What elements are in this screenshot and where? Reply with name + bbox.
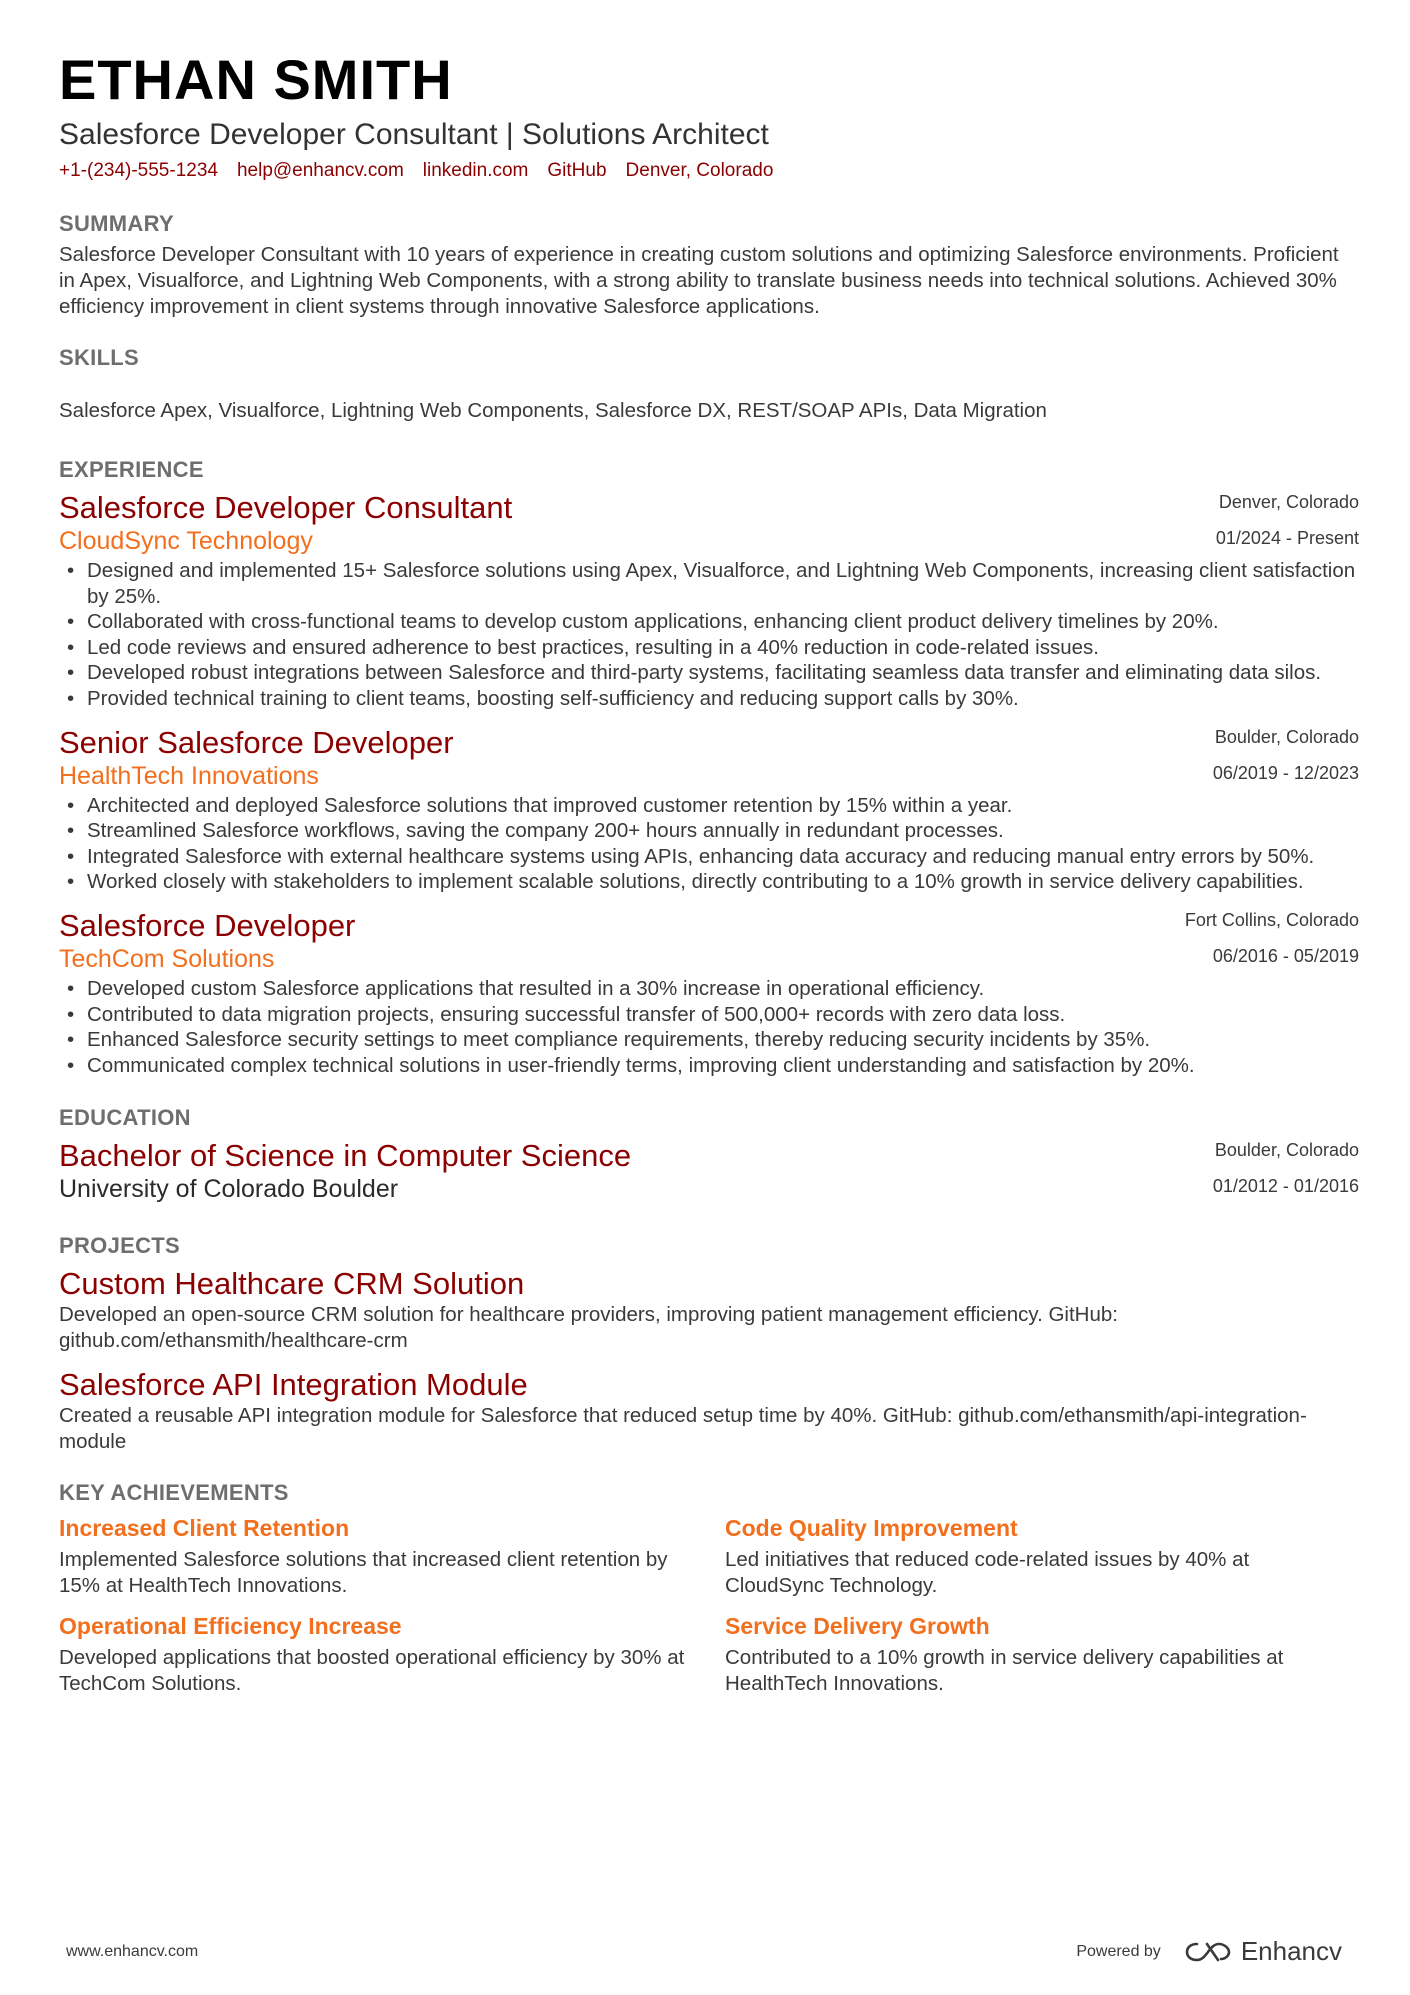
achievement-description: Developed applications that boosted operational efficiency by 30% at TechCom Solutions.	[59, 1646, 685, 1696]
brand-name: Enhancv	[1240, 1936, 1342, 1966]
project-title: Salesforce API Integration Module	[59, 1367, 528, 1403]
job-bullets	[59, 793, 1359, 895]
entry-location: Denver, Colorado	[1218, 492, 1359, 512]
school-name: University of Colorado Boulder	[59, 1175, 399, 1204]
candidate-title: Salesforce Developer Consultant | Solutions Architect	[59, 118, 769, 151]
section-heading-summary: SUMMARY	[59, 211, 174, 236]
contact-github[interactable]: GitHub	[547, 160, 607, 181]
bullet-item: • Developed custom Salesforce applications that resulted in a 30% increase in operational efficiency.	[59, 976, 1359, 1002]
experience-entry	[59, 725, 1359, 895]
job-bullets	[59, 558, 1359, 712]
footer-branding	[1076, 1936, 1342, 1967]
achievement-item	[725, 1611, 1359, 1697]
contact-location[interactable]: Denver, Colorado	[625, 160, 774, 181]
bullet-item: • Designed and implemented 15+ Salesforce solutions using Apex, Visualforce, and Lightning Web Components, increasing client satisfaction by 25%.	[59, 558, 1359, 609]
achievement-item	[59, 1513, 725, 1599]
entry-dates: 06/2019 - 12/2023	[1212, 762, 1359, 783]
achievement-item	[725, 1513, 1359, 1599]
section-heading-education: EDUCATION	[59, 1105, 191, 1131]
job-title: Salesforce Developer	[59, 907, 356, 943]
achievements-section	[59, 1479, 1359, 1697]
summary-section	[59, 210, 1359, 320]
skills-text: Salesforce Apex, Visualforce, Lightning Web Components, Salesforce DX, REST/SOAP APIs, Data Migration	[59, 399, 1047, 422]
projects-section	[59, 1232, 1359, 1455]
project-entry	[59, 1266, 1359, 1354]
project-title: Custom Healthcare CRM Solution	[59, 1266, 525, 1302]
summary-text: Salesforce Developer Consultant with 10 years of experience in creating custom solutions and optimizing Salesforce environments. Proficient in Apex, Visualforce, and Lightning Web Components, with a strong ability to translate business needs into technical solutions. Achieved 30% efficiency improvement in client systems through innovative Salesforce applications.	[59, 243, 1339, 318]
skills-section	[59, 344, 1359, 424]
degree-title: Bachelor of Science in Computer Science	[59, 1138, 632, 1174]
bullet-item: • Worked closely with stakeholders to implement scalable solutions, directly contributing to a 10% growth in service delivery capabilities.	[59, 869, 1359, 895]
achievement-item	[59, 1611, 725, 1697]
resume-header	[59, 44, 1359, 183]
bullet-item: • Communicated complex technical solutions in user-friendly terms, improving client understanding and satisfaction by 20%.	[59, 1053, 1359, 1079]
job-title: Senior Salesforce Developer	[59, 724, 454, 760]
experience-entry	[59, 908, 1359, 1078]
resume-page	[59, 44, 1359, 1697]
entry-location: Boulder, Colorado	[1214, 726, 1359, 747]
experience-entry	[59, 490, 1359, 712]
bullet-item: • Contributed to data migration projects, ensuring successful transfer of 500,000+ records with zero data loss.	[59, 1002, 1359, 1028]
section-heading-projects: PROJECTS	[59, 1233, 180, 1259]
company-name: CloudSync Technology	[59, 527, 313, 555]
contact-linkedin[interactable]: linkedin.com	[422, 160, 529, 181]
achievement-description: Contributed to a 10% growth in service delivery capabilities at HealthTech Innovations.	[725, 1646, 1284, 1696]
powered-by-label: Powered by	[1076, 1942, 1161, 1960]
contact-bar	[59, 159, 1359, 183]
achievement-title: Code Quality Improvement	[725, 1515, 1018, 1542]
job-title: Salesforce Developer Consultant	[59, 490, 513, 525]
achievement-title: Increased Client Retention	[59, 1515, 350, 1542]
section-heading-experience: EXPERIENCE	[59, 457, 204, 482]
education-entry	[59, 1138, 1359, 1204]
brand-logo[interactable]	[1185, 1936, 1342, 1967]
achievement-description: Led initiatives that reduced code-related issues by 40% at CloudSync Technology.	[725, 1548, 1250, 1598]
section-heading-skills: SKILLS	[59, 345, 140, 370]
bullet-item: • Led code reviews and ensured adherence to best practices, resulting in a 40% reduction in code-related issues.	[59, 635, 1359, 661]
education-section	[59, 1104, 1359, 1204]
candidate-name: ETHAN SMITH	[59, 48, 453, 111]
bullet-item: • Developed robust integrations between Salesforce and third-party systems, facilitating seamless data transfer and eliminating data silos.	[59, 660, 1359, 686]
enhancv-logo-icon	[1185, 1940, 1231, 1964]
experience-section	[59, 456, 1359, 1078]
company-name: TechCom Solutions	[59, 944, 275, 973]
achievement-title: Operational Efficiency Increase	[59, 1613, 402, 1640]
contact-phone[interactable]: +1-(234)-555-1234	[59, 160, 218, 181]
job-bullets	[59, 976, 1359, 1078]
entry-location: Fort Collins, Colorado	[1184, 909, 1359, 930]
bullet-item: • Architected and deployed Salesforce solutions that improved customer retention by 15% within a year.	[59, 793, 1359, 819]
project-description: Developed an open-source CRM solution for healthcare providers, improving patient management efficiency. GitHub: github.com/ethansmith/healthcare-crm	[59, 1303, 1118, 1353]
footer-website[interactable]: www.enhancv.com	[66, 1943, 199, 1960]
achievements-grid	[59, 1513, 1359, 1697]
bullet-item: • Integrated Salesforce with external healthcare systems using APIs, enhancing data accuracy and reducing manual entry errors by 50%.	[59, 844, 1359, 870]
entry-dates: 06/2016 - 05/2019	[1212, 945, 1359, 966]
bullet-item: • Enhanced Salesforce security settings to meet compliance requirements, thereby reducing security incidents by 35%.	[59, 1027, 1359, 1053]
company-name: HealthTech Innovations	[59, 761, 319, 790]
project-entry	[59, 1367, 1359, 1455]
bullet-item: • Provided technical training to client teams, boosting self-sufficiency and reducing support calls by 30%.	[59, 686, 1359, 712]
bullet-item: • Streamlined Salesforce workflows, saving the company 200+ hours annually in redundant processes.	[59, 818, 1359, 844]
project-description: Created a reusable API integration module for Salesforce that reduced setup time by 40%. GitHub: github.com/ethansmith/api-integration-module	[59, 1404, 1307, 1454]
achievement-title: Service Delivery Growth	[725, 1613, 990, 1640]
achievement-description: Implemented Salesforce solutions that increased client retention by 15% at HealthTech Innovations.	[59, 1548, 668, 1598]
contact-email[interactable]: help@enhancv.com	[236, 160, 404, 181]
entry-dates: 01/2024 - Present	[1215, 528, 1359, 548]
entry-dates: 01/2012 - 01/2016	[1212, 1176, 1359, 1197]
section-heading-achievements: KEY ACHIEVEMENTS	[59, 1480, 289, 1506]
entry-location: Boulder, Colorado	[1214, 1140, 1359, 1161]
bullet-item: • Collaborated with cross-functional teams to develop custom applications, enhancing client product delivery timelines by 20%.	[59, 609, 1359, 635]
